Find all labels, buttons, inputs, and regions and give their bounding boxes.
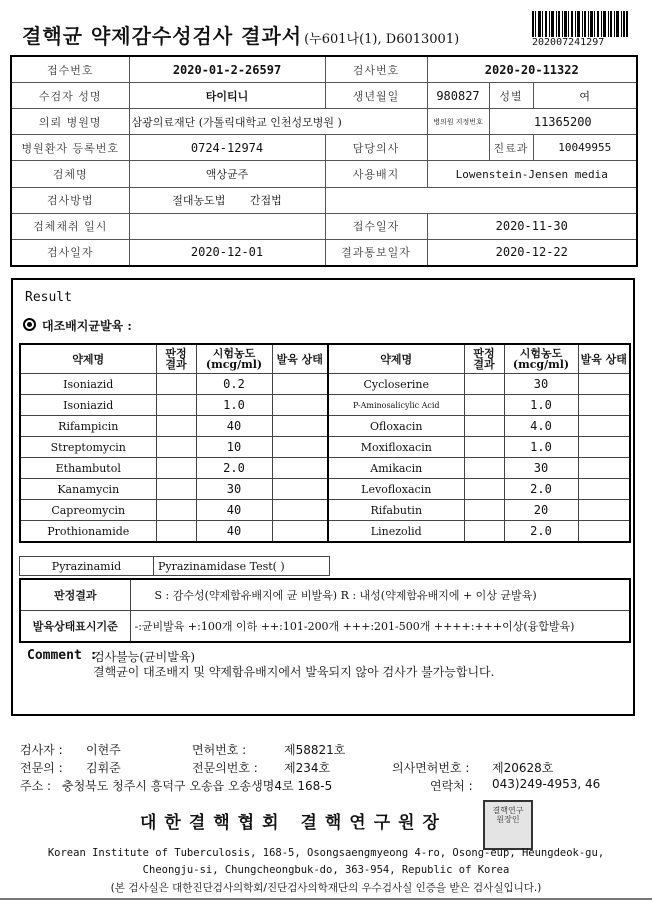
official-seal [483,800,533,850]
pyrazinamide-table [19,556,330,576]
doctor-license-no: 제20628호 [492,761,554,775]
drug-judgement [156,521,196,543]
patient-reg-no: 0724-12974 [129,135,325,161]
method-indirect: 간접법 [249,194,282,208]
judgement-criteria-text: S : 감수성(약제함유배지에 균 비발육) R : 내성(약제함유배지에 + 이상 균발육) [130,579,630,611]
drug-susceptibility-table [19,343,631,543]
drug-concentration: 40 [196,500,272,521]
test-no-label: 검사번호 [325,56,427,83]
table-row [20,611,630,643]
drug-concentration: 10 [196,437,272,458]
info-row [11,135,637,161]
drug-name: Prothionamide [20,521,156,543]
drug-judgement [464,479,504,500]
drug-concentration: 40 [196,416,272,437]
specialist-no: 제234호 [284,761,331,775]
sex-value: 여 [533,83,637,109]
sex-label: 성별 [489,83,533,109]
contact: 043)249-4953, 46 [492,777,601,791]
table-row [20,557,330,576]
header-judgement: 판정 결과 [464,344,504,374]
info-row [11,187,637,213]
info-row [11,83,637,109]
header-growth: 발육 상태 [578,344,630,374]
drug-judgement [156,416,196,437]
drug-growth [578,416,630,437]
report-title [22,20,459,49]
header-drug: 약제명 [20,344,156,374]
drug-judgement [464,521,504,543]
drug-growth [272,395,328,416]
specialist-no-label: 전문의번호 : [192,761,258,775]
control-growth-line [23,317,132,334]
collect-value [129,213,325,239]
doctor-label: 담당의사 [325,135,427,161]
drug-name: Ethambutol [20,458,156,479]
drug-growth [578,437,630,458]
pza-test: Pyrazinamidase Test( ) [154,557,330,576]
drug-growth [272,458,328,479]
info-row [11,239,637,266]
control-growth-label: 대조배지균발육 : [42,319,132,333]
contact-label: 연락처 : [430,779,473,793]
drug-judgement [156,479,196,500]
doctor-value [427,135,489,161]
judgement-criteria-label: 판정결과 [20,579,130,611]
drug-judgement [464,374,504,395]
drug-growth [272,416,328,437]
seal-text: 결핵연구원장인 [492,806,524,824]
drug-name: Rifabutin [328,500,464,521]
comment-line-2: 결핵균이 대조배지 및 약제함유배지에서 발육되지 않아 검사가 불가능합니다. [93,665,495,679]
drug-concentration: 40 [196,521,272,543]
table-row [20,395,630,416]
result-section [11,278,635,716]
method-blank [325,187,637,213]
table-row [20,479,630,500]
drug-judgement [156,374,196,395]
tested-label: 검사일자 [11,239,129,266]
patient-name: 타이티니 [129,83,325,109]
drug-name: Streptomycin [20,437,156,458]
barcode [532,11,628,37]
drug-growth [272,479,328,500]
received-date: 2020-11-30 [427,213,637,239]
drug-growth [578,395,630,416]
receipt-no-label: 접수번호 [11,56,129,83]
table-row [20,374,630,395]
tested-date: 2020-12-01 [129,239,325,266]
medium-value: Lowenstein-Jensen media [427,161,637,187]
drug-judgement [156,500,196,521]
drug-growth [272,500,328,521]
certification-note: (본 검사실은 대한진단검사의학회/진단검사의학재단의 우수검사실 인증을 받은 검사실입니다.) [110,882,542,894]
drug-concentration: 20 [504,500,578,521]
drug-concentration: 30 [504,374,578,395]
birth-label: 생년월일 [325,83,427,109]
table-row [20,437,630,458]
drug-name: Ofloxacin [328,416,464,437]
drug-concentration: 2.0 [504,521,578,543]
method-label: 검사방법 [11,187,129,213]
specialist-name: 김휘준 [86,761,121,775]
collect-label: 검체채취 일시 [11,213,129,239]
drug-judgement [464,458,504,479]
barcode-number: 202007241297 [532,37,605,48]
table-row [20,500,630,521]
drug-name: Levofloxacin [328,479,464,500]
drug-concentration: 0.2 [196,374,272,395]
drug-growth [272,374,328,395]
drug-judgement [464,500,504,521]
drug-judgement [156,437,196,458]
hospital-label: 의뢰 병원명 [11,109,129,135]
drug-growth [578,458,630,479]
dept-label: 진료과 [489,135,533,161]
hospital-code-label: 병의원 지정번호 [427,109,489,135]
table-row [20,458,630,479]
info-row [11,213,637,239]
header-concentration: 시험농도 (mcg/ml) [504,344,578,374]
specimen-label: 검체명 [11,161,129,187]
drug-name: Moxifloxacin [328,437,464,458]
drug-name: Cycloserine [328,374,464,395]
header-growth: 발육 상태 [272,344,328,374]
test-no: 2020-20-11322 [427,56,637,83]
drug-concentration: 1.0 [504,437,578,458]
drug-growth [578,479,630,500]
drug-judgement [156,395,196,416]
reported-date: 2020-12-22 [427,239,637,266]
drug-concentration: 30 [504,458,578,479]
drug-name: Amikacin [328,458,464,479]
header-judgement: 판정 결과 [156,344,196,374]
comment-block [27,648,495,679]
address-english-2: Cheongju-si, Chungcheongbuk-do, 363-954, Republic of Korea [142,864,510,876]
drug-growth [272,437,328,458]
address-label: 주소 : [20,779,52,793]
hospital-code: 11365200 [489,109,637,135]
specialist-label: 전문의 : [20,761,63,775]
doctor-license-label: 의사면허번호 : [392,761,470,775]
drug-growth [578,374,630,395]
organization-name: 대한결핵협회 결핵연구원장 [140,813,447,833]
drug-name: Kanamycin [20,479,156,500]
drug-concentration: 2.0 [504,479,578,500]
specimen-value: 액상균주 [129,161,325,187]
comment-label: Comment : [27,648,98,663]
info-row [11,161,637,187]
dept-value: 10049955 [533,135,637,161]
drug-name: Isoniazid [20,395,156,416]
drug-judgement [464,416,504,437]
license-no: 제58821호 [284,743,346,757]
drug-judgement [156,458,196,479]
table-row [20,579,630,611]
report-form-code: (누601나(1), D6013001) [304,32,460,47]
report-title-main: 결핵균 약제감수성검사 결과서 [22,24,303,48]
method-absolute: 절대농도법 [172,194,226,208]
received-label: 접수일자 [325,213,427,239]
info-row [11,56,637,83]
table-row [20,521,630,543]
result-heading: Result [25,290,72,305]
examiner-name: 이현주 [86,743,121,757]
drug-concentration: 2.0 [196,458,272,479]
hospital-name: 삼광의료재단 (가톨릭대학교 인천성모병원 ) [129,109,427,135]
drug-concentration: 4.0 [504,416,578,437]
patient-name-label: 수검자 성명 [11,83,129,109]
address: 충청북도 청주시 흥덕구 오송읍 오송생명4로 168-5 [62,779,333,793]
birth-date: 980827 [427,83,489,109]
examiner-label: 검사자 : [20,743,63,757]
method-value [129,187,325,213]
drug-name: Capreomycin [20,500,156,521]
patient-reg-label: 병원환자 등록번호 [11,135,129,161]
receipt-no: 2020-01-2-26597 [129,56,325,83]
header-concentration: 시험농도 (mcg/ml) [196,344,272,374]
drug-concentration: 1.0 [196,395,272,416]
drug-growth [578,521,630,543]
bullet-icon [23,318,36,331]
table-row [20,416,630,437]
drug-growth [272,521,328,543]
drug-name: P-Aminosalicylic Acid [328,395,464,416]
growth-criteria-text: -:균비발육 +:100개 이하 ++:101-200개 +++:201-500개 ++++:+++이상(융합발육) [130,611,630,643]
bottom-divider [0,898,652,900]
info-row [11,109,637,135]
growth-criteria-label: 발육상태표시기준 [20,611,130,643]
drug-name: Linezolid [328,521,464,543]
drug-judgement [464,437,504,458]
drug-name: Isoniazid [20,374,156,395]
reported-label: 결과통보일자 [325,239,427,266]
address-english-1: Korean Institute of Tuberculosis, 168-5, Osongsaengmyeong 4-ro, Osong-eup, Heungdeok-gu, [47,847,605,859]
drug-judgement [464,395,504,416]
drug-name: Rifampicin [20,416,156,437]
patient-info-table [10,55,638,267]
pza-label: Pyrazinamid [20,557,154,576]
drug-table-header [20,344,630,374]
comment-line-1: 검사불능(균비발육) [93,650,196,664]
drug-concentration: 1.0 [504,395,578,416]
header-drug: 약제명 [328,344,464,374]
drug-concentration: 30 [196,479,272,500]
drug-growth [578,500,630,521]
legend-table [19,578,631,643]
license-label: 면허번호 : [192,743,247,757]
medium-label: 사용배지 [325,161,427,187]
